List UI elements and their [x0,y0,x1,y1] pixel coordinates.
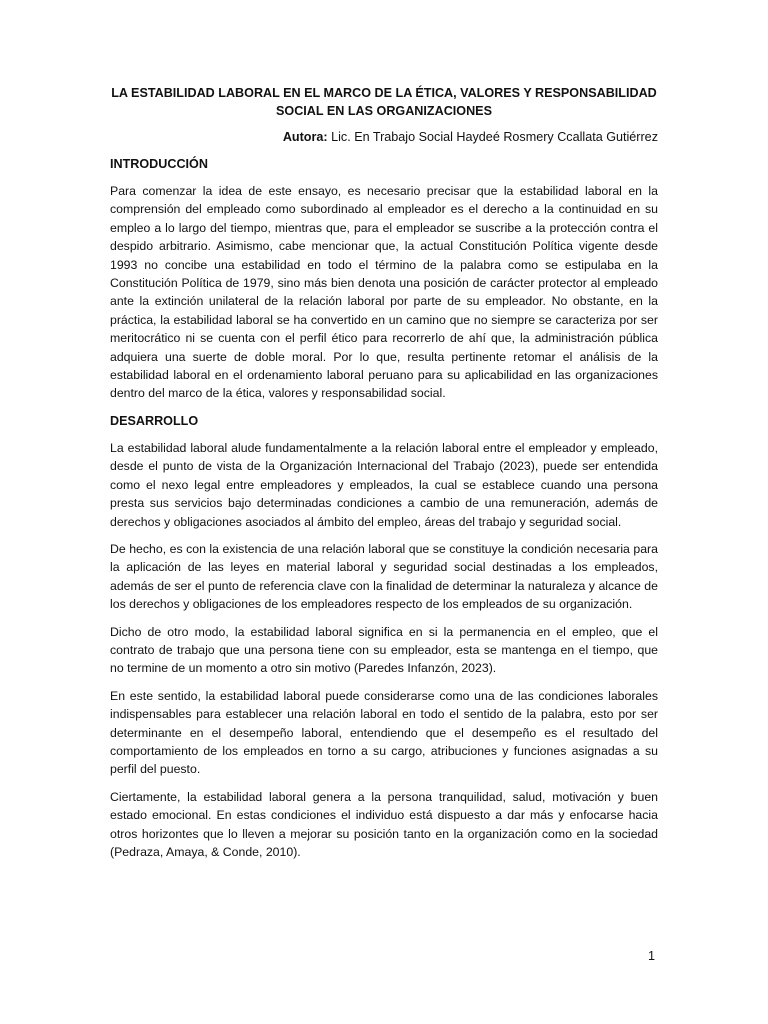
page-number: 1 [648,949,656,963]
author-label: Autora: [282,130,328,144]
paragraph: De hecho, es con la existencia de una relación laboral que se constituye la condición necesaria para la aplicación de las leyes en material laboral y seguridad social destinadas a los empleados, además de ser el punto de referencia clave con la finalidad de determinar la naturaleza y alcance de los derechos y obligaciones de los empleadores respecto de los empleados de su organización. [110,541,658,612]
paragraph: La estabilidad laboral alude fundamentalmente a la relación laboral entre el empleador y empleado, desde el punto de vista de la Organización Internacional del Trabajo (2023), puede ser entendida como el nexo legal entre empleadores y empleados, la cual se establece cuando una persona presta sus servicios bajo determinadas condiciones a cambio de una remuneración, además de derechos y obligaciones asociados al ámbito del empleo, áreas del trabajo y seguridad social. [110,440,658,529]
document-title: LA ESTABILIDAD LABORAL EN EL MARCO DE LA ÉTICA, VALORES Y RESPONSABILIDAD SOCIAL EN LAS ORGANIZACIONES [111,86,657,118]
paragraph: En este sentido, la estabilidad laboral puede considerarse como una de las condiciones laborales indispensables para establecer una relación laboral en todo el sentido de la palabra, esto por ser determinante en el desempeño laboral, entendiendo que el desempeño es el resultado del comportamiento de los empleados en torno a su cargo, atribuciones y funciones asignadas a su perfil del puesto. [110,688,658,777]
paragraph: Para comenzar la idea de este ensayo, es necesario precisar que la estabilidad laboral en la comprensión del empleado como subordinado al empleador es el derecho a la continuidad en su empleo a lo largo del tiempo, mientras que, para el empleador se suscribe a la protección contra el despido arbitrario. Asimismo, cabe mencionar que, la actual Constitución Política vigente desde 1993 no concibe una estabilidad en todo el término de la palabra como se estipulaba en la Constitución Política de 1979, sino más bien denota una posición de carácter protector al empleado ante la extinción unilateral de la relación laboral por parte de su empleador. No obstante, en la práctica, la estabilidad laboral se ha convertido en un camino que no siempre se caracteriza por ser meritocrático ni se cuenta con el perfil ético para recorrerlo de ahí que, la administración pública adquiera una suerte de doble moral. Por lo que, resulta pertinente retomar el análisis de la estabilidad laboral en el ordenamiento laboral peruano para su aplicabilidad en las organizaciones dentro del marco de la ética, valores y responsabilidad social. [110,184,658,401]
paragraph: Dicho de otro modo, la estabilidad laboral significa en si la permanencia en el empleo, que el contrato de trabajo que una persona tiene con su empleador, esta se mantenga en el tiempo, que no termine de un momento a otro sin motivo (Paredes Infanzón, 2023). [110,624,658,676]
author-line [110,128,658,146]
paragraph: Ciertamente, la estabilidad laboral genera a la persona tranquilidad, salud, motivación y buen estado emocional. En estas condiciones el individuo está dispuesto a dar más y enfocarse hacia otros horizontes que lo lleven a mejorar su posición tanto en la organización como en la sociedad (Pedraza, Amaya, & Conde, 2010). [110,789,658,859]
section-heading-desarrollo: DESARROLLO [110,413,199,428]
document-page [110,84,658,870]
section-heading-introduccion: INTRODUCCIÓN [110,157,208,171]
author-name: Lic. En Trabajo Social Haydeé Rosmery Ccallata Gutiérrez [327,130,658,144]
